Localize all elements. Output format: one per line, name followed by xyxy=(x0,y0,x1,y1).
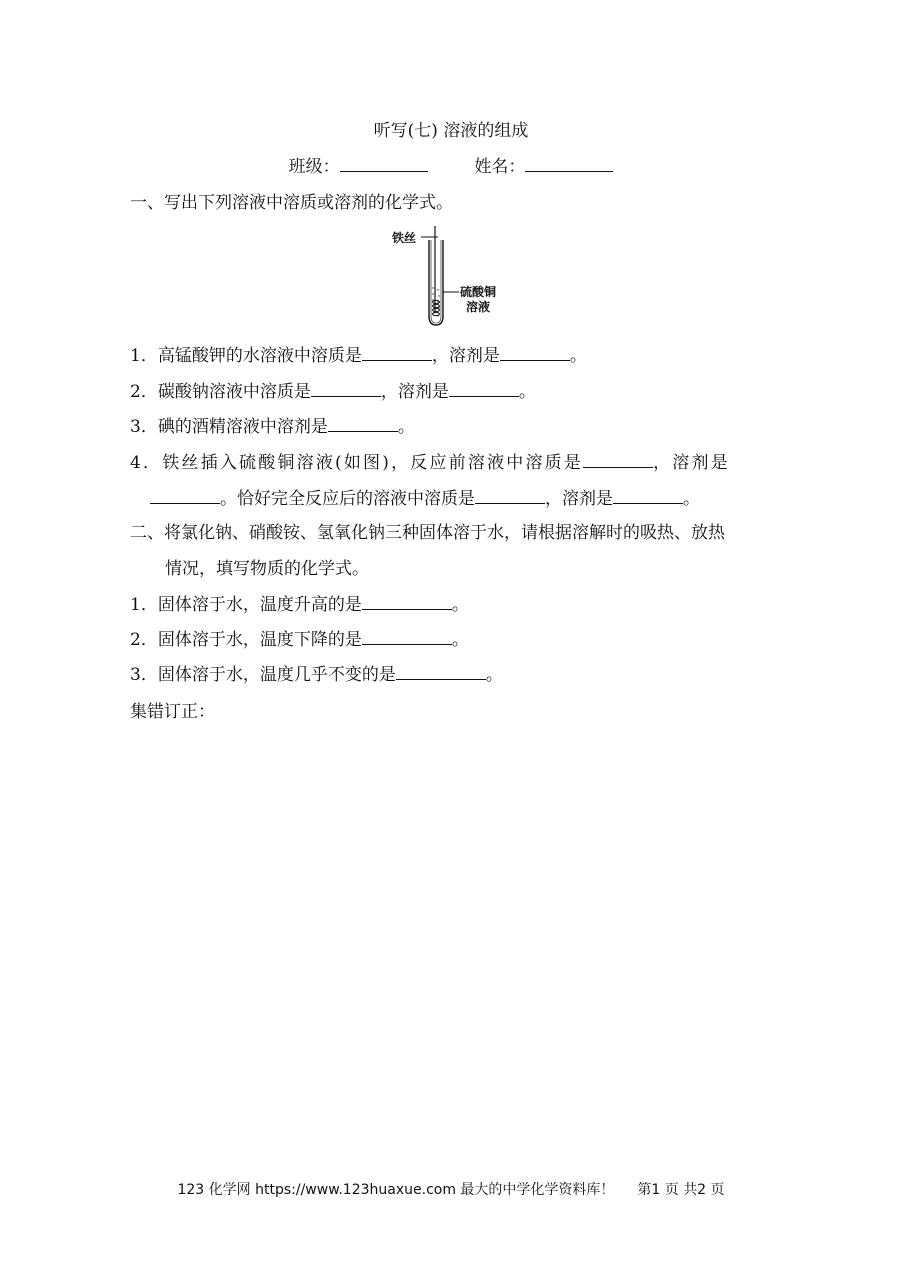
q-text: 固体溶于水，温度升高的是 xyxy=(157,595,362,615)
q-number: 1． xyxy=(130,346,158,366)
student-info-row xyxy=(0,152,902,177)
answer-blank[interactable] xyxy=(362,625,452,645)
q-text: 固体溶于水，温度几乎不变的是 xyxy=(157,665,396,685)
section1-heading: 一、写出下列溶液中溶质或溶剂的化学式。 xyxy=(130,193,453,213)
q-text: 铁丝插入硫酸铜溶液(如图)，反应前溶液中溶质是 xyxy=(162,453,584,473)
class-blank[interactable] xyxy=(340,152,428,172)
name-label: 姓名： xyxy=(474,157,526,177)
q-number: 3． xyxy=(130,665,158,685)
s1-question-4-line1 xyxy=(130,448,766,473)
q-number: 1． xyxy=(130,595,158,615)
q-text: ，溶剂是 xyxy=(380,382,449,402)
answer-blank[interactable] xyxy=(583,448,653,468)
q-number: 4． xyxy=(130,453,163,473)
s1-question-2 xyxy=(130,377,536,402)
q-number: 2． xyxy=(130,382,158,402)
answer-blank[interactable] xyxy=(150,484,220,504)
answer-blank[interactable] xyxy=(500,341,570,361)
answer-blank[interactable] xyxy=(449,377,519,397)
s2-question-2 xyxy=(130,625,469,650)
answer-blank[interactable] xyxy=(362,341,432,361)
label-solution-1: 硫酸铜 xyxy=(460,285,497,299)
q-end: 。 xyxy=(397,417,415,437)
s2-question-1 xyxy=(130,590,469,615)
q-text: ，溶剂是 xyxy=(545,489,613,509)
section2-heading-line2: 情况，填写物质的化学式。 xyxy=(165,559,369,579)
class-label: 班级： xyxy=(288,157,340,177)
section2-heading-line1: 二、将氯化钠、硝酸铵、氢氧化钠三种固体溶于水，请根据溶解时的吸热、放热 xyxy=(130,523,725,543)
s1-question-3 xyxy=(130,412,415,437)
name-blank[interactable] xyxy=(525,152,613,172)
answer-blank[interactable] xyxy=(613,484,683,504)
q-end: 。 xyxy=(518,382,536,402)
footer-text: 123 化学网 https://www.123huaxue.com 最大的中学化学资料库！ xyxy=(177,1182,615,1198)
q-text: ，溶剂是 xyxy=(653,453,730,473)
s1-question-4-line2 xyxy=(150,484,700,509)
page-number: 第1 页 共2 页 xyxy=(637,1182,725,1198)
q-text: ，溶剂是 xyxy=(431,346,500,366)
s2-question-3 xyxy=(130,660,503,685)
answer-blank[interactable] xyxy=(475,484,545,504)
answer-blank[interactable] xyxy=(311,377,381,397)
correction-label: 集错订正： xyxy=(130,702,215,722)
q-number: 2． xyxy=(130,630,158,650)
page-footer xyxy=(0,1179,902,1199)
test-tube-figure xyxy=(386,224,506,332)
q-text: 高锰酸钾的水溶液中溶质是 xyxy=(157,346,362,366)
answer-blank[interactable] xyxy=(362,590,452,610)
label-solution-2: 溶液 xyxy=(466,300,491,314)
page-title: 听写(七) 溶液的组成 xyxy=(373,121,529,141)
q-number: 3． xyxy=(130,417,158,437)
q-end: 。 xyxy=(683,489,700,509)
label-wire: 铁丝 xyxy=(392,231,417,245)
q-text: 。恰好完全反应后的溶液中溶质是 xyxy=(220,489,475,509)
q-end: 。 xyxy=(485,665,503,685)
q-text: 碘的酒精溶液中溶剂是 xyxy=(157,417,328,437)
q-text: 固体溶于水，温度下降的是 xyxy=(157,630,362,650)
s1-question-1 xyxy=(130,341,587,366)
q-end: 。 xyxy=(569,346,587,366)
q-end: 。 xyxy=(451,595,469,615)
answer-blank[interactable] xyxy=(328,412,398,432)
q-end: 。 xyxy=(451,630,469,650)
q-text: 碳酸钠溶液中溶质是 xyxy=(157,382,311,402)
answer-blank[interactable] xyxy=(396,660,486,680)
